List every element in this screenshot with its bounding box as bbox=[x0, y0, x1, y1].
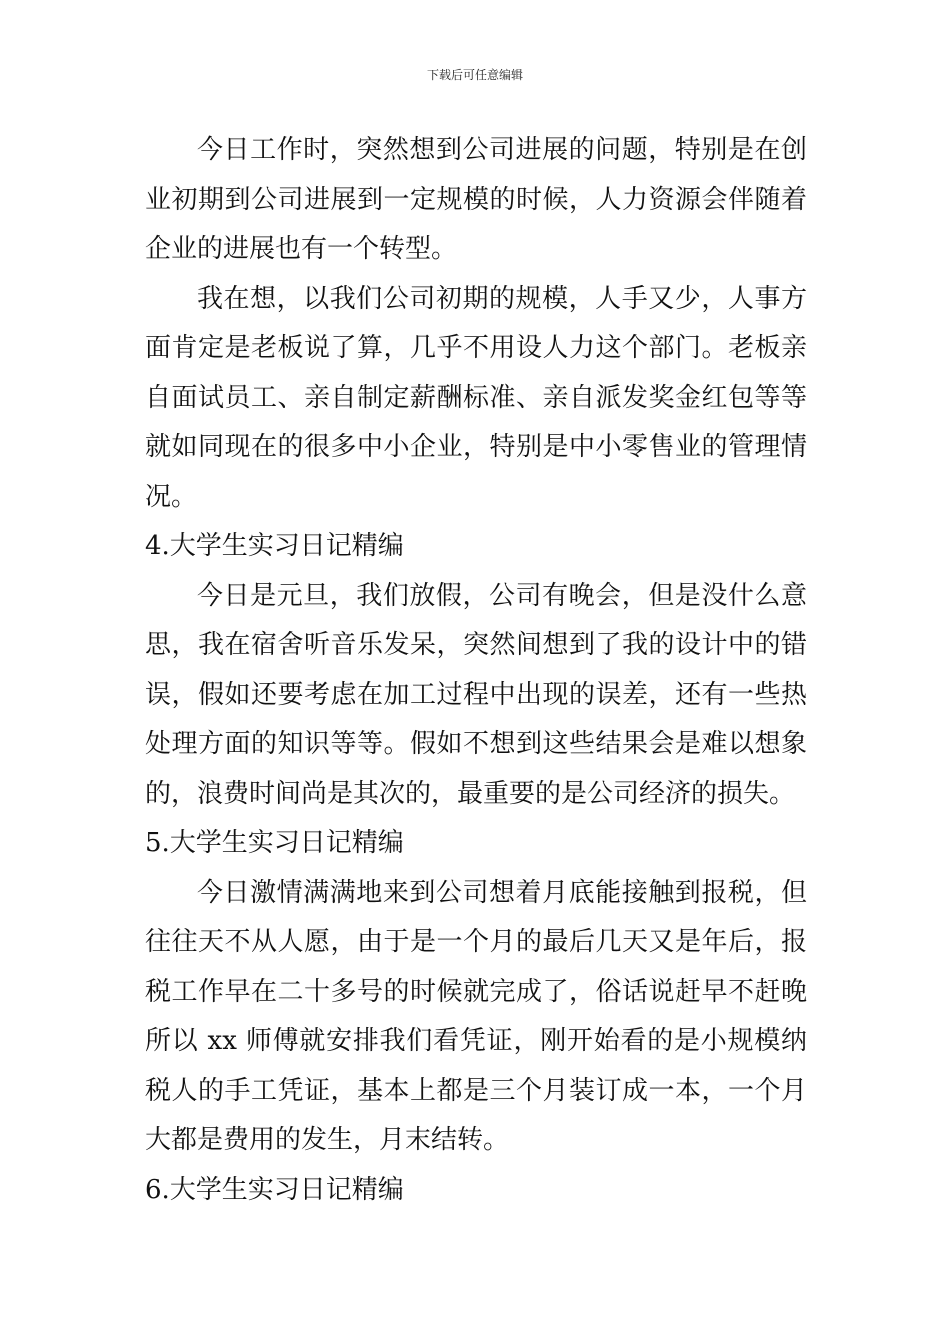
section-heading-6: 6.大学生实习日记精编 bbox=[145, 1174, 404, 1205]
page-header: 下载后可任意编辑 bbox=[426, 68, 523, 82]
paragraph-1: 今日工作时，突然想到公司进展的问题，特别是在创业初期到公司进展到一定规模的时候，人力资源会伴随着企业的进展也有一个转型。 bbox=[145, 135, 807, 264]
paragraph-2: 我在想，以我们公司初期的规模，人手又少，人事方面肯定是老板说了算，几乎不用设人力这个部门。老板亲自面试员工、亲自制定薪酬标准、亲自派发奖金红包等等就如同现在的很多中小企业，特别是中小零售业的管理情况。 bbox=[145, 283, 807, 512]
section-heading-5: 5.大学生实习日记精编 bbox=[145, 828, 404, 858]
document-body bbox=[145, 126, 807, 1215]
paragraph-3: 今日是元旦，我们放假，公司有晚会，但是没什么意思，我在宿舍听音乐发呆，突然间想到了我的设计中的错误，假如还要考虑在加工过程中出现的误差，还有一些热处理方面的知识等等。假如不想到这些结果会是难以想象的，浪费时间尚是其次的，最重要的是公司经济的损失。 bbox=[145, 580, 807, 809]
paragraph-4: 今日激情满满地来到公司想着月底能接触到报税，但往往天不从人愿，由于是一个月的最后几天又是年后，报税工作早在二十多号的时候就完成了，俗话说赶早不赶晚所以 xx 师傅就安排我们看凭证，刚开始看的是小规模纳税人的手工凭证，基本上都是三个月装订成一本，一个月大都是费用的发生，月末结转。 bbox=[145, 877, 807, 1155]
section-heading-4: 4.大学生实习日记精编 bbox=[145, 531, 404, 561]
